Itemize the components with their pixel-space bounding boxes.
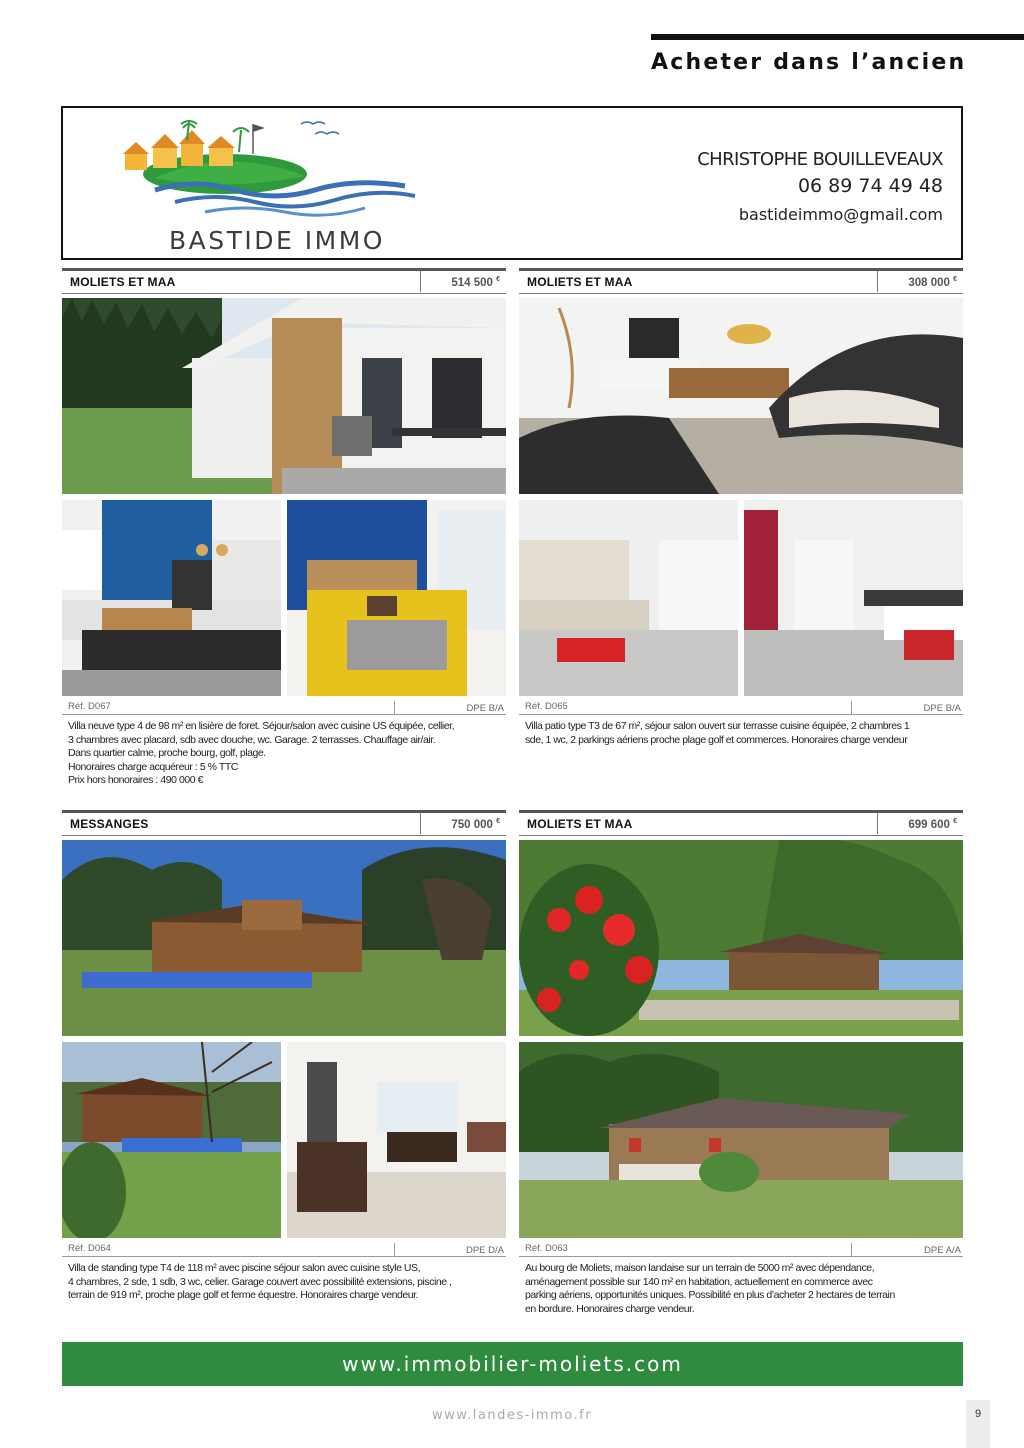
page-number: 9 xyxy=(966,1400,990,1448)
listing-photo xyxy=(744,500,963,696)
footer-url[interactable]: www.landes-immo.fr xyxy=(431,1408,593,1423)
contact-phone: 06 89 74 49 48 xyxy=(797,175,943,197)
listing-ref: Réf. D064 xyxy=(68,1243,111,1254)
listing-price: 750 000 € xyxy=(420,813,506,834)
listing-meta xyxy=(62,1242,506,1257)
listing-card xyxy=(519,810,963,1315)
listing-dpe: DPE B/A xyxy=(394,701,504,715)
agency-logo xyxy=(115,116,435,256)
listing-ref: Réf. D063 xyxy=(525,1243,568,1254)
listing-header xyxy=(519,268,963,292)
agency-logo-text: BASTIDE IMMO xyxy=(169,226,385,255)
agency-contact xyxy=(697,146,943,229)
listing-meta xyxy=(519,1242,963,1257)
listing-card xyxy=(62,268,506,786)
contact-name: CHRISTOPHE BOUILLEVEAUX xyxy=(697,149,943,170)
listing-photo xyxy=(62,1042,281,1238)
listing-location: MOLIETS ET MAA xyxy=(70,275,176,289)
website-banner[interactable] xyxy=(62,1342,963,1386)
listing-description: Villa de standing type T4 de 118 m² avec piscine séjour salon avec cuisine style US, 4 chambres, 2 sde, 1 sdb, 3 wc, celier. Garage couvert avec possibilité extensions, piscine , terrain de 919 m², proche plage golf et ferme équestre. Honoraires charge vendeur. xyxy=(68,1262,452,1301)
listing-header xyxy=(62,810,506,834)
listing-photo xyxy=(287,500,506,696)
listing-dpe: DPE D/A xyxy=(394,1243,504,1257)
agency-box xyxy=(61,106,963,260)
contact-email: bastideimmo@gmail.com xyxy=(738,205,943,224)
listing-location: MOLIETS ET MAA xyxy=(527,275,633,289)
section-title: Acheter dans l’ancien xyxy=(651,50,967,75)
listing-card xyxy=(519,268,963,746)
listing-dpe: DPE A/A xyxy=(851,1243,961,1257)
listing-card xyxy=(62,810,506,1301)
listing-photo xyxy=(287,1042,506,1238)
website-link[interactable]: www.immobilier-moliets.com xyxy=(342,1352,683,1376)
listing-price: 699 600 € xyxy=(877,813,963,834)
listing-description: Au bourg de Moliets, maison landaise sur un terrain de 5000 m² avec dépendance, aménagement possible sur 140 m² en habitation, actuellement en commerce avec parking aériens, opportunités uniques. Possibilité en plus d’acheter 2 hectares de terrain en bordure. Honoraires charge vendeur. xyxy=(525,1262,895,1315)
listing-photo xyxy=(519,500,738,696)
listing-price: 308 000 € xyxy=(877,271,963,292)
listing-photo-main xyxy=(62,840,506,1036)
listing-description: Villa neuve type 4 de 98 m² en lisière de foret. Séjour/salon avec cuisine US équipée, cellier, 3 chambres avec placard, sdb avec douche, wc. Garage. 2 terrasses. Chauffage air/air. Dans quartier calme, proche bourg, golf, plage. Honoraires charge acquéreur : 5 % TTC Prix hors honoraires : 490 000 € xyxy=(68,720,455,786)
listing-header xyxy=(519,810,963,834)
listing-header xyxy=(62,268,506,292)
listing-photo xyxy=(62,500,281,696)
listing-ref: Réf. D065 xyxy=(525,701,568,712)
listing-price: 514 500 € xyxy=(420,271,506,292)
listing-meta xyxy=(519,700,963,715)
listing-ref: Réf. D067 xyxy=(68,701,111,712)
listing-location: MESSANGES xyxy=(70,817,149,831)
header-rule xyxy=(651,34,1024,40)
listing-photo xyxy=(519,1042,963,1238)
listing-dpe: DPE B/A xyxy=(851,701,961,715)
listing-location: MOLIETS ET MAA xyxy=(527,817,633,831)
listing-description: Villa patio type T3 de 67 m², séjour salon ouvert sur terrasse cuisine équipée, 2 chambres 1 sde, 1 wc, 2 parkings aériens proche plage golf et commerces. Honoraires charge vendeur xyxy=(525,720,910,746)
listing-meta xyxy=(62,700,506,715)
listing-photo-main xyxy=(519,840,963,1036)
listing-photo-main xyxy=(519,298,963,494)
listing-photo-main xyxy=(62,298,506,494)
